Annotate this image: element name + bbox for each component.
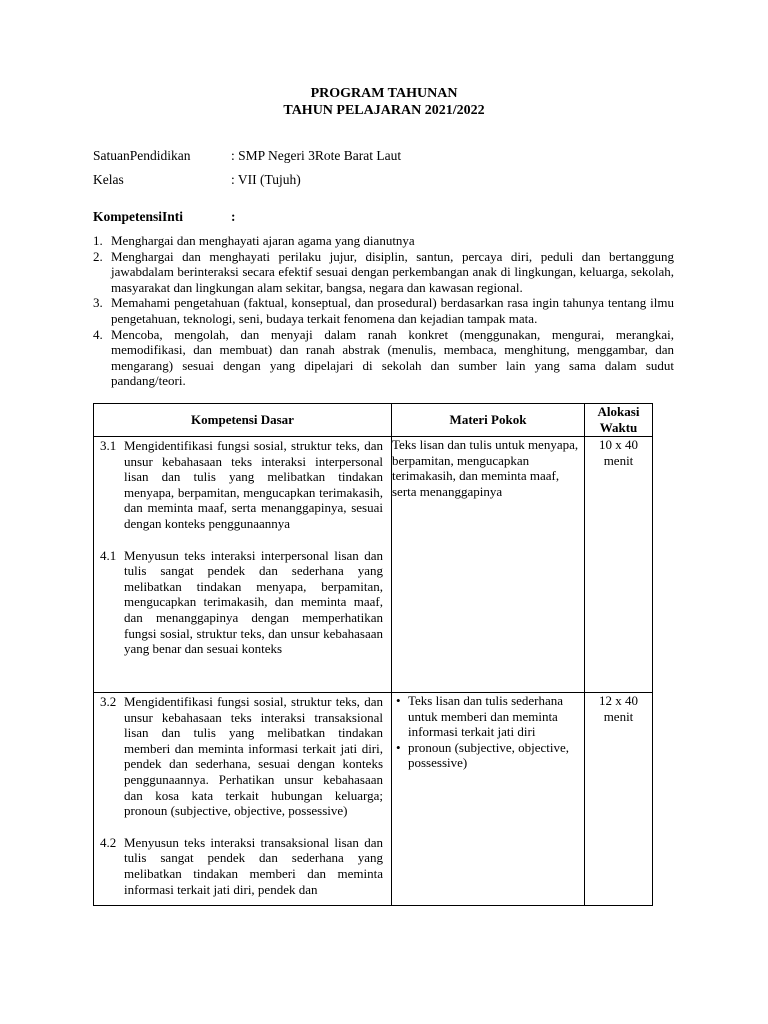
- bullet-icon: •: [396, 739, 401, 755]
- bullet-icon: •: [396, 693, 401, 708]
- kd-number: 3.2: [100, 694, 117, 709]
- materi-list-item: [392, 740, 584, 771]
- kd-number: 4.1: [100, 547, 117, 563]
- materi-cell: [392, 437, 585, 693]
- ki-item-text: Memahami pengetahuan (faktual, konseptual, dan prosedural) berdasarkan rasa ingin tahunya tentang ilmu pengetahuan, teknologi, seni, budaya terkait fenomena dan kejadian tampak mata.: [111, 295, 674, 326]
- materi-item-text: Teks lisan dan tulis sederhana untuk memberi dan meminta informasi terkait jati diri: [408, 693, 564, 740]
- document-title: PROGRAM TAHUNAN: [310, 86, 458, 101]
- alokasi-text: 10 x 40 menit: [599, 437, 638, 468]
- kompetensi-inti-list: [93, 233, 674, 389]
- materi-list: [392, 693, 584, 771]
- ki-item-text: Menghargai dan menghayati perilaku jujur, disiplin, santun, percaya diri, peduli dan bertanggung jawabdalam berinteraksi secara efektif sesuai dengan perkembangan anak di lingkungan, keluarga, sekolah, masyarakat dan lingkungan alam sekitar, bangsa, negara dan kawasan regional.: [111, 248, 674, 295]
- ki-item: [93, 295, 674, 326]
- ki-item-number: 3.: [93, 295, 103, 311]
- kd-text: Mengidentifikasi fungsi sosial, struktur teks, dan unsur kebahasaan teks interaksi interpersonal lisan dan tulis yang melibatkan tindakan menyapa, berpamitan, mengucapkan terimakasih, dan meminta maaf, serta menanggapinya, sesuai dengan konteks penggunaannya: [124, 438, 383, 531]
- meta-label-satuan: SatuanPendidikan: [93, 148, 191, 163]
- table-header-row: [94, 404, 653, 437]
- kd-cell: [94, 693, 392, 906]
- kd-number: 3.1: [100, 438, 117, 453]
- header-materi-pokok: Materi Pokok: [392, 404, 585, 437]
- ki-item: [93, 249, 674, 296]
- kompetensi-inti-heading: KompetensiInti: [93, 209, 184, 224]
- materi-cell: [392, 693, 585, 906]
- alokasi-cell: [585, 437, 653, 693]
- alokasi-text: 12 x 40 menit: [599, 693, 638, 724]
- document-subtitle: TAHUN PELAJARAN 2021/2022: [283, 103, 485, 118]
- kd-text: Mengidentifikasi fungsi sosial, struktur teks, dan unsur kebahasaan teks interaksi transaksional lisan dan tulis yang melibatkan tindakan memberi dan meminta informasi terkait jati diri, pendek dan sederhana, sesuai dengan konteks penggunaannya. Perhatikan unsur kebahasaan dan kosa kata terkait hubungan keluarga; pronoun (subjective, objective, possessive): [124, 694, 383, 819]
- materi-list-item: [392, 693, 584, 740]
- ki-item-text: Menghargai dan menghayati ajaran agama yang dianutnya: [111, 233, 415, 248]
- kd-text: Menyusun teks interaksi transaksional lisan dan tulis sangat pendek dan sederhana yang melibatkan tindakan memberi dan meminta informasi terkait jati diri, pendek dan: [124, 834, 383, 897]
- materi-item-text: pronoun (subjective, objective, possessive): [408, 739, 570, 771]
- kd-item: [94, 437, 391, 532]
- ki-item-number: 1.: [93, 233, 103, 248]
- header-kompetensi-dasar: Kompetensi Dasar: [94, 404, 392, 437]
- ki-item-number: 4.: [93, 326, 103, 342]
- ki-item-text: Mencoba, mengolah, dan menyaji dalam ranah konkret (menggunakan, mengurai, merangkai, memodifikasi, dan membuat) dan ranah abstrak (menulis, membaca, menghitung, menggambar, dan mengarang) sesuai dengan yang dipelajari di sekolah dan sumber lain yang sama dalam sudut pandang/teori.: [111, 326, 674, 389]
- header-alokasi-waktu: Alokasi Waktu: [585, 404, 653, 437]
- kd-item: [94, 693, 391, 819]
- table-row: [94, 437, 653, 693]
- meta-label-kelas: Kelas: [93, 172, 124, 187]
- program-table: [93, 403, 653, 906]
- ki-item: [93, 327, 674, 389]
- kompetensi-inti-colon: :: [231, 209, 236, 224]
- ki-item-number: 2.: [93, 248, 103, 264]
- kd-item: [94, 834, 391, 897]
- alokasi-cell: [585, 693, 653, 906]
- table-row: [94, 693, 653, 906]
- kd-item: [94, 547, 391, 657]
- kd-text: Menyusun teks interaksi interpersonal lisan dan tulis sangat pendek dan sederhana yang melibatkan tindakan menyapa, berpamitan, mengucapkan terimakasih, dan meminta maaf, dan menanggapinya dengan memperhatikan fungsi sosial, struktur teks, dan unsur kebahasaan yang benar dan sesuai konteks: [124, 547, 383, 657]
- ki-item: [93, 233, 674, 249]
- materi-text: Teks lisan dan tulis untuk menyapa, berpamitan, mengucapkan terimakasih, dan meminta maaf, serta menanggapinya: [392, 437, 579, 499]
- kd-number: 4.2: [100, 834, 117, 850]
- meta-value-satuan: : SMP Negeri 3Rote Barat Laut: [231, 148, 402, 163]
- meta-value-kelas: : VII (Tujuh): [231, 172, 301, 187]
- kd-cell: [94, 437, 392, 693]
